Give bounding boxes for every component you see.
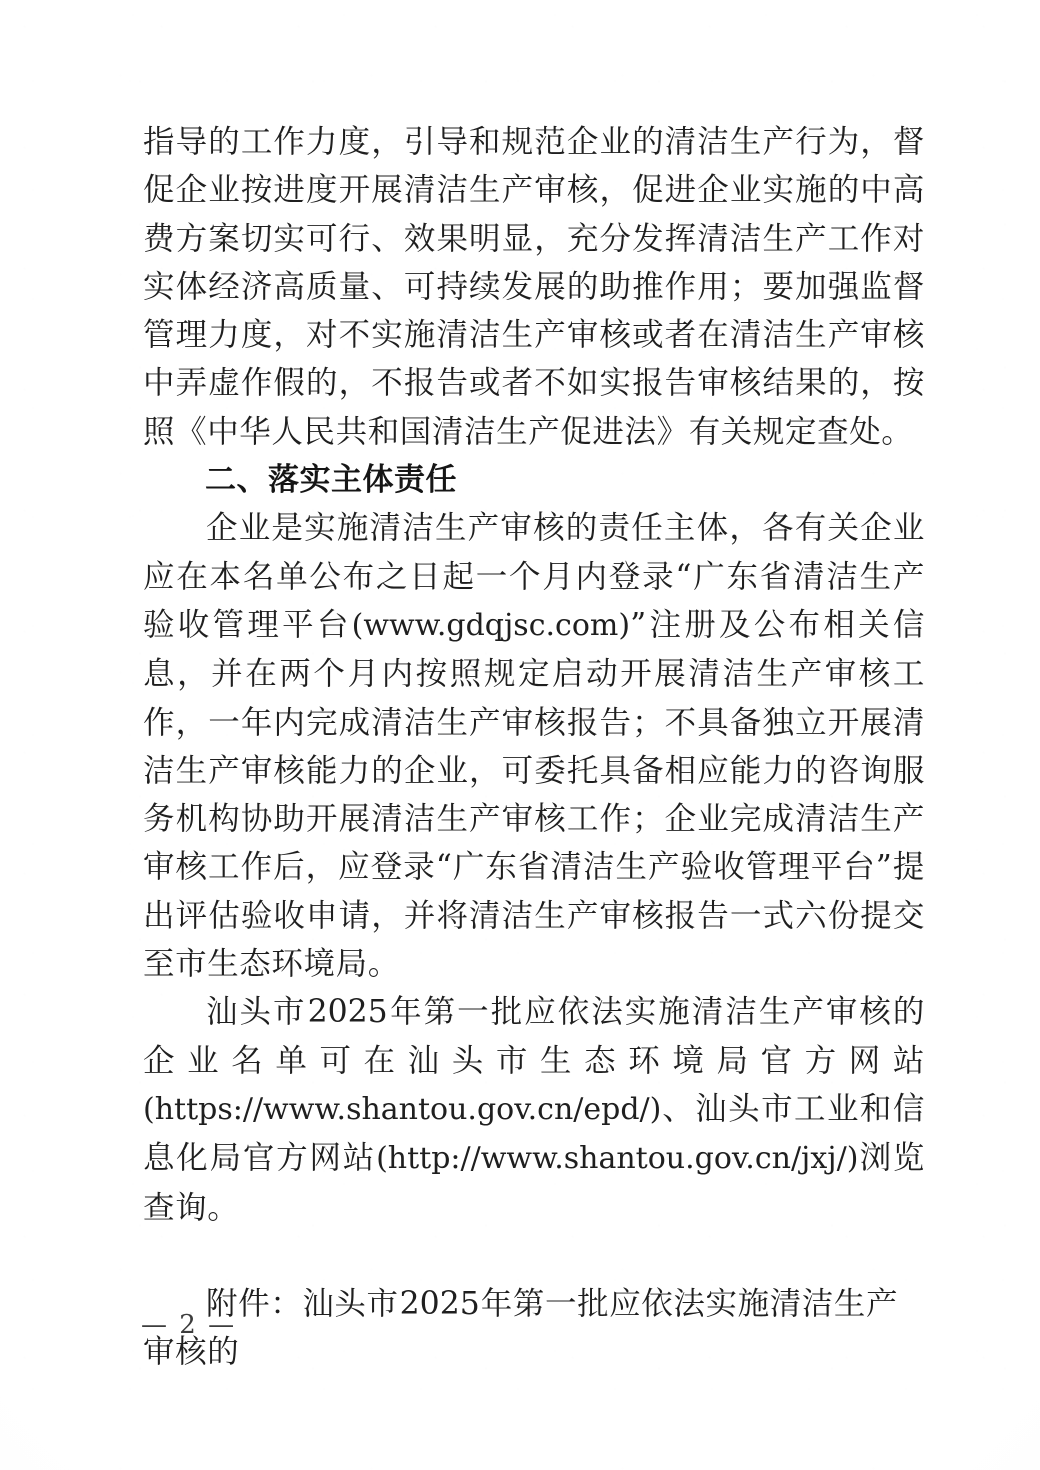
attachment-title-part-2: 年第一批应依法实施清洁生产审核的 — [143, 1286, 899, 1371]
paragraph-spacer — [143, 1232, 925, 1280]
shantou-jxj-website-url: (http://www.shantou.gov.cn/jxj/) — [376, 1141, 859, 1177]
lookup-text-part-4: 浏览查询。 — [143, 1140, 925, 1226]
lookup-text-part-2: 年第一批应依法实施清洁生产审核的企业名单可在汕头市生态环境局官方网站 — [143, 994, 925, 1079]
paragraph-continued-from-previous-page: 指导的工作力度，引导和规范企业的清洁生产行为，督促企业按进度开展清洁生产审核，促进企业实施的中高费方案切实可行、效果明显，充分发挥清洁生产工作对实体经济高质量、可持续发展的助推作用；要加强监督管理力度，对不实施清洁生产审核或者在清洁生产审核中弄虚作假的，不报告或者不如实报告审核结果的，按照《中华人民共和国清洁生产促进法》有关规定查处。 — [143, 124, 925, 450]
page-number-footer: — 2 — — [141, 1310, 237, 1340]
paragraph-主体责任 — [143, 504, 925, 988]
shantou-epd-website-url: (https://www.shantou.gov.cn/epd/) — [143, 1091, 662, 1127]
document-text-column — [143, 118, 925, 1377]
attachment-year: 2025 — [399, 1286, 480, 1323]
attachment-label: 附件： — [206, 1286, 303, 1323]
paragraph-enterprise-list-lookup — [143, 988, 925, 1231]
lookup-text-part-1: 汕头市 — [206, 994, 307, 1031]
lookup-text-part-3: 、汕头市工业和信息化局官方网站 — [143, 1090, 925, 1177]
lookup-year: 2025 — [307, 994, 388, 1031]
paragraph-section-two-text-part-2: ”注册及公布相关信息，并在两个月内按照规定启动开展清洁生产审核工作，一年内完成清洁生产审核报告；不具备独立开展清洁生产审核能力的企业，可委托具备相应能力的咨询服务机构协助开展清洁生产审核工作；企业完成清洁生产审核工作后，应登录“广东省清洁生产验收管理平台”提出评估验收申请，并将清洁生产审核报告一式六份提交至市生态环境局。 — [143, 606, 925, 983]
section-heading-two: 二、落实主体责任 — [205, 462, 457, 499]
paragraph-section-two-text-part-1: 企业是实施清洁生产审核的责任主体，各有关企业应在本名单公布之日起一个月内登录“广东省清洁生产验收管理平台 — [143, 510, 925, 643]
attachment-line — [143, 1280, 925, 1377]
attachment-title-part-1: 汕头市 — [302, 1286, 399, 1323]
platform-url-text: (www.gdqjsc.com) — [351, 607, 631, 643]
